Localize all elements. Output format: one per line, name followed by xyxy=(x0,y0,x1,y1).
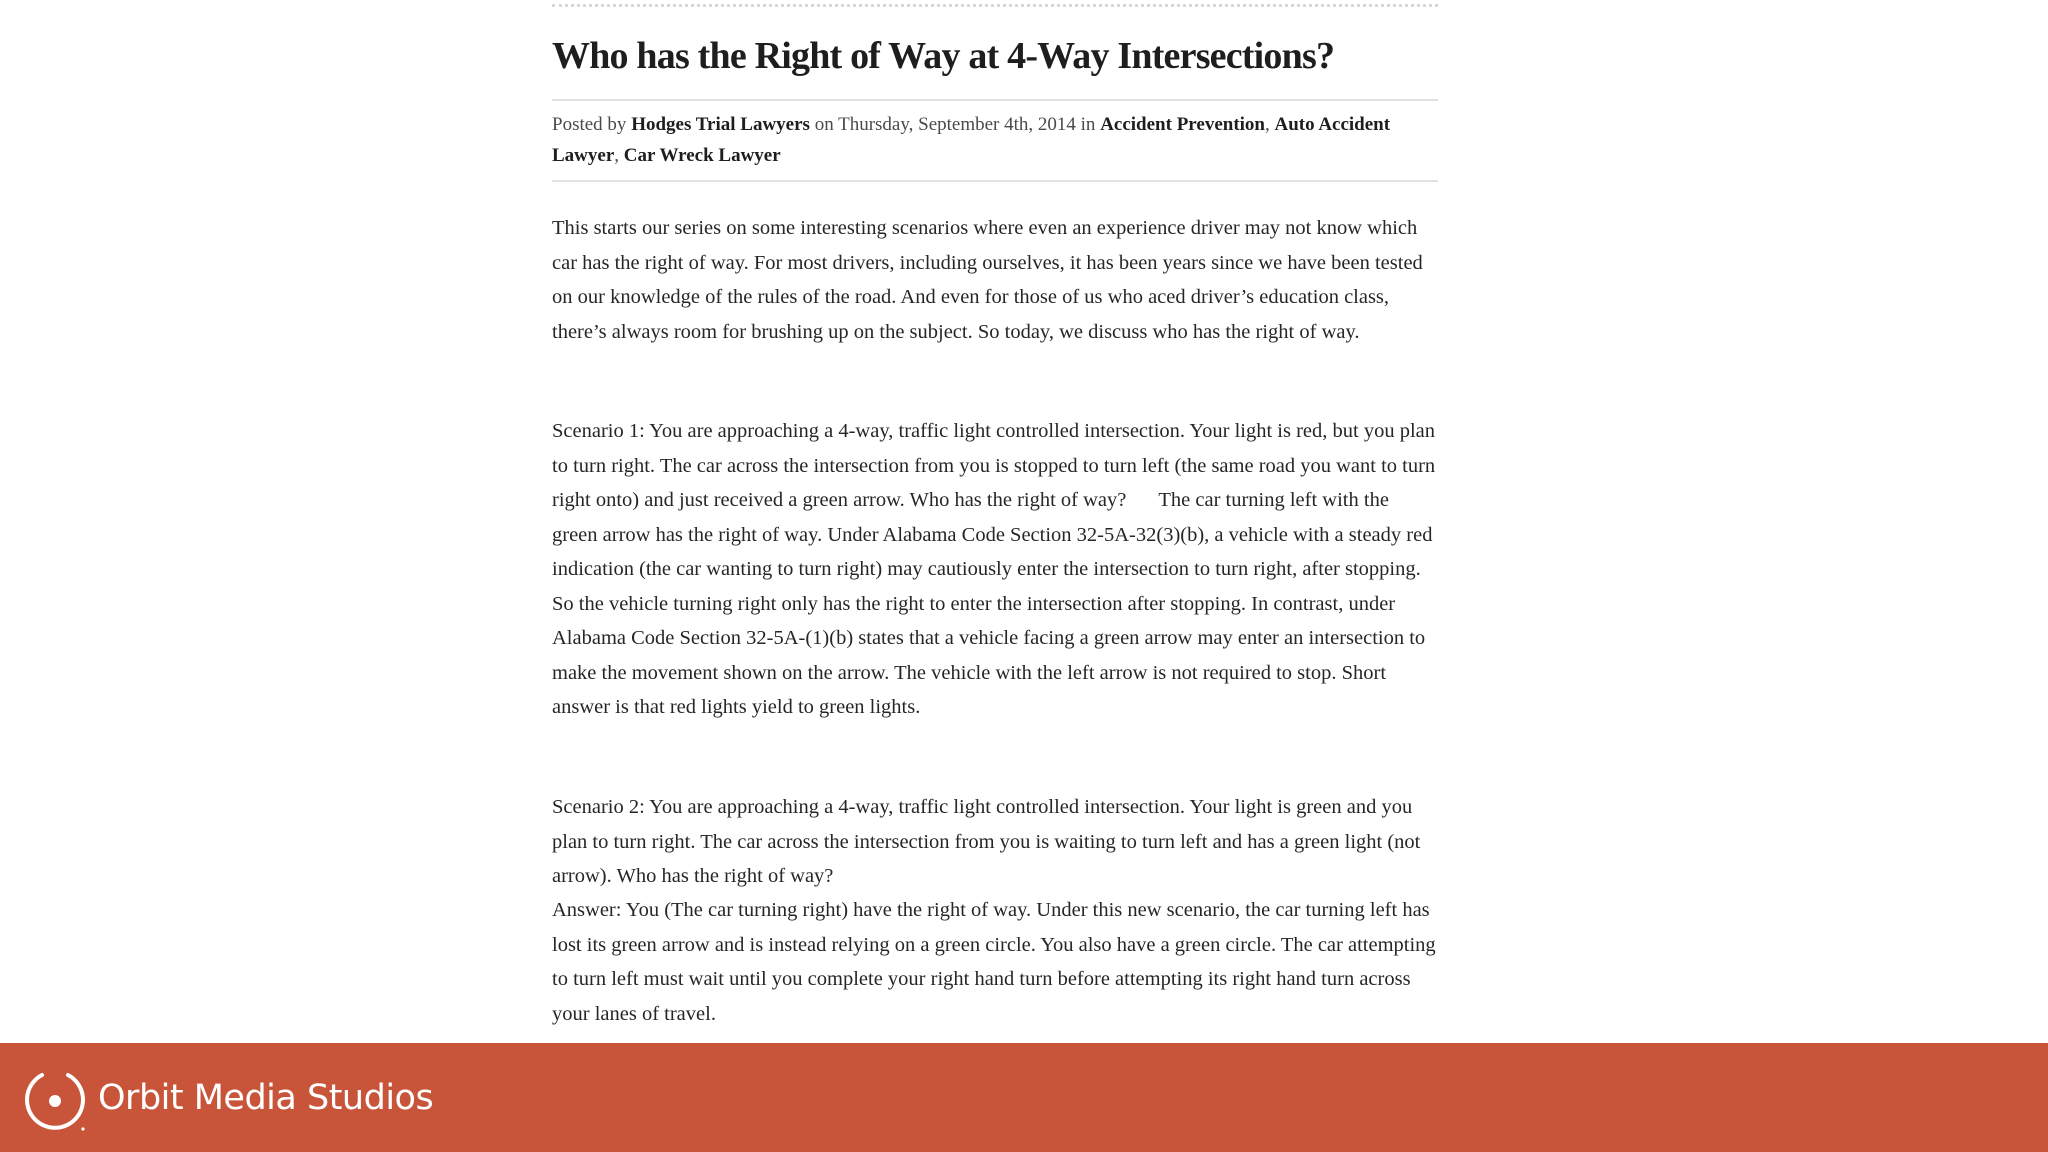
title-divider xyxy=(552,99,1438,101)
top-divider xyxy=(552,4,1438,7)
category-link-auto-accident-lawyer[interactable]: Auto Accident Lawyer xyxy=(552,114,1391,166)
brand-name: Orbit Media Studios xyxy=(98,1078,434,1118)
orbit-logo-icon xyxy=(22,1067,88,1133)
scenario-2-question: Scenario 2: You are approaching a 4-way, traffic light controlled intersection. Your light is green and you plan to turn right. The car across the intersection from you is waiting to turn left and has a green light (not arrow). Who has the right of way? xyxy=(552,796,1421,887)
category-separator: , xyxy=(1265,114,1275,135)
author-link[interactable]: Hodges Trial Lawyers xyxy=(631,114,810,135)
scenario-1-paragraph xyxy=(552,414,1438,725)
category-link-car-wreck-lawyer[interactable]: Car Wreck Lawyer xyxy=(623,145,781,166)
category-separator: , xyxy=(614,145,624,166)
scenario-1-answer: The car turning left with the green arrow has the right of way. Under Alabama Code Section 32-5A-32(3)(b), a vehicle with a steady red indication (the car wanting to turn right) may cautiously enter the intersection to turn right, after stopping. So the vehicle turning right only has the right to enter the intersection after stopping. In contrast, under Alabama Code Section 32-5A-(1)(b) states that a vehicle facing a green arrow may enter an intersection to make the movement shown on the arrow. The vehicle with the left arrow is not required to stop. Short answer is that red lights yield to green lights. xyxy=(552,489,1433,718)
byline-divider xyxy=(552,180,1438,182)
category-link-accident-prevention[interactable]: Accident Prevention xyxy=(1100,114,1265,135)
brand-footer-bar xyxy=(0,1043,2048,1152)
post-byline xyxy=(552,109,1438,171)
byline-date: on Thursday, September 4th, 2014 in xyxy=(814,114,1096,135)
scenario-1-question: Scenario 1: You are approaching a 4-way, traffic light controlled intersection. Your light is red, but you plan to turn right. The car across the intersection from you is stopped to turn left (the same road you want to turn right onto) and just received a green arrow. Who has the right of way? xyxy=(552,420,1436,511)
byline-posted-by: Posted by xyxy=(552,114,627,135)
scenario-2-answer: Answer: You (The car turning right) have the right of way. Under this new scenario, the car turning left has lost its green arrow and is instead relying on a green circle. You also have a green circle. The car attempting to turn left must wait until you complete your right hand turn before attempting its right hand turn across your lanes of travel. xyxy=(552,899,1436,1025)
intro-paragraph: This starts our series on some interesting scenarios where even an experience driver may not know which car has the right of way. For most drivers, including ourselves, it has been years since we have been tested on our knowledge of the rules of the road. And even for those of us who aced driver’s education class, there’s always room for brushing up on the subject. So today, we discuss who has the right of way. xyxy=(552,217,1423,343)
article-title: Who has the Right of Way at 4-Way Intersections? xyxy=(552,35,1335,77)
